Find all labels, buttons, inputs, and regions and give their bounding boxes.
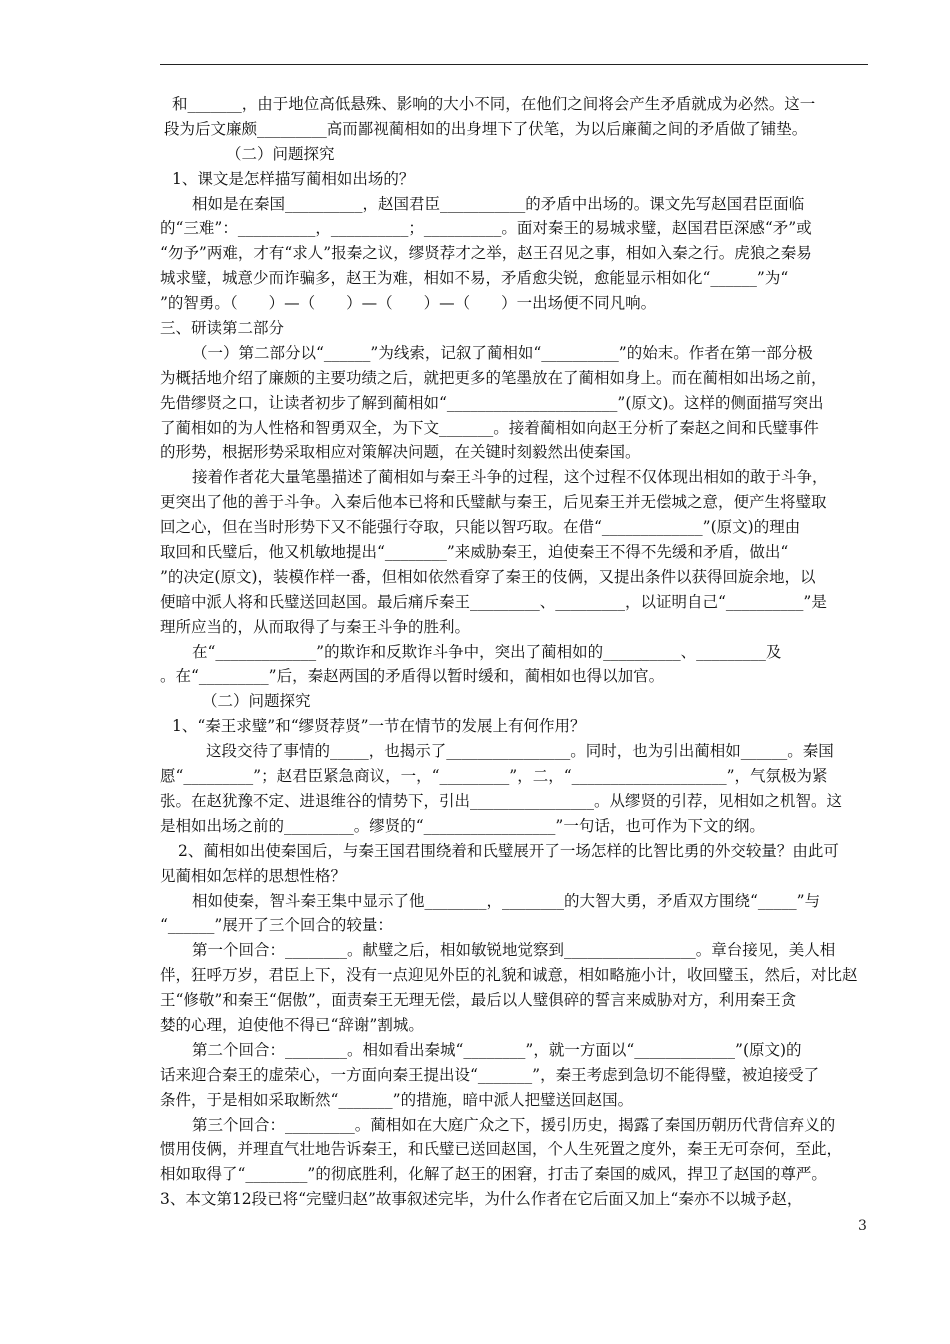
- question-heading: 见蔺相如怎样的思想性格？: [160, 866, 347, 885]
- question-heading: 1、课文是怎样描写蔺相如出场的？: [172, 169, 415, 188]
- text-line: 为概括地介绍了廉颇的主要功绩之后，就把更多的笔墨放在了蔺相如身上。而在蔺相如出场之前，: [160, 368, 827, 387]
- question-heading: 3、本文第12段已将“完璧归赵”故事叙述完毕，为什么作者在它后面又加上“秦亦不以城予赵，: [160, 1190, 803, 1209]
- text-line: 回之心，但在当时形势下又不能强行夺取，只能以智巧取。在借“_____________”(原文)的理由: [160, 518, 801, 537]
- section-heading: （二）问题探究: [202, 692, 311, 711]
- text-line: 的“三难”：__________，__________；__________。面对秦王的易城求璧，赵国君臣深感“矛”或: [160, 219, 812, 238]
- text-line: “勿予”两难，才有“求人”报秦之议，缪贤荐才之举，赵王召见之事，相如入秦之行。虎狼之秦易: [160, 244, 812, 263]
- text-line: ”的智勇。（ ）—（ ）—（ ）—（ ）一出场便不同凡响。: [160, 294, 657, 313]
- text-line: 更突出了他的善于斗争。入秦后他本已将和氏璧献与秦王，后见秦王并无偿城之意，便产生将璧取: [160, 493, 827, 512]
- text-line: 王“修敬”和秦王“倨傲”，面责秦王无理无偿，最后以人璧俱碎的誓言来威胁对方，利用秦王贪: [160, 991, 797, 1010]
- text-line: 愿“_________”；赵君臣紧急商议，一，“_________”，二，“____________________”，气氛极为紧: [160, 767, 828, 786]
- text-line: 先借缪贤之口，让读者初步了解到蔺相如“______________________”(原文)。这样的侧面描写突出: [160, 393, 824, 412]
- text-line: 的形势，根据形势采取相应对策解决问题，在关键时刻毅然出使秦国。: [160, 443, 641, 462]
- section-heading: 三、研读第二部分: [160, 319, 285, 338]
- question-heading: 1、“秦王求璧”和“缪贤荐贤”一节在情节的发展上有何作用？: [172, 717, 586, 736]
- text-line: 第三个回合：_________。蔺相如在大庭广众之下，援引历史，揭露了秦国历朝历代背信弃义的: [192, 1115, 836, 1134]
- text-line: 条件，于是相如采取断然“_______”的措施，暗中派人把璧送回赵国。: [160, 1090, 634, 1109]
- page-body: [160, 92, 872, 1212]
- text-line: 第二个回合：________。相如看出秦城“________”，就一方面以“_____________”(原文)的: [192, 1040, 802, 1059]
- page-number: 3: [858, 1218, 867, 1234]
- text-line: 在“_____________”的欺诈和反欺诈斗争中，突出了蔺相如的__________、_________及: [192, 642, 782, 661]
- text-line: 张。在赵犹豫不定、进退维谷的情势下，引出________________。从缪贤的引荐，见相如之机智。这: [160, 791, 843, 810]
- text-line: 这段交待了事情的_____，也揭示了________________。同时，也为引出蔺相如______。秦国: [206, 742, 834, 761]
- text-line: 相如使秦，智斗秦王集中显示了他________，________的大智大勇，矛盾双方围绕“_____”与: [192, 891, 821, 910]
- text-line: 接着作者花大量笔墨描述了蔺相如与秦王斗争的过程，这个过程不仅体现出相如的敢于斗争，: [192, 468, 828, 487]
- text-line: 婪的心理，迫使他不得已“辞谢”割城。: [160, 1015, 424, 1034]
- text-line: 和_______，由于地位高低悬殊、影响的大小不同，在他们之间将会产生矛盾就成为必然。这一: [172, 95, 816, 113]
- text-line: 便暗中派人将和氏璧送回赵国。最后痛斥秦王_________、_________，以证明自己“__________”是: [160, 592, 827, 611]
- text-line: ”的决定(原文)，装模作样一番，但相如依然看穿了秦王的伎俩，又提出条件以获得回旋余地，以: [160, 567, 816, 586]
- text-line: 段为后文廉颇_________高而鄙视蔺相如的出身埋下了伏笔，为以后廉蔺之间的矛盾做了铺垫。: [164, 119, 808, 138]
- text-line: 取回和氏璧后，他又机敏地提出“________”来威胁秦王，迫使秦王不得不先缓和矛盾，做出“: [160, 543, 789, 562]
- text-line: 了蔺相如的为人性格和智勇双全，为下文_______。接着蔺相如向赵王分析了秦赵之间和氏璧事件: [160, 418, 819, 437]
- text-line: 相如是在秦国__________，赵国君臣___________的矛盾中出场的。课文先写赵国君臣面临: [192, 194, 805, 213]
- text-line: 相如取得了“________”的彻底胜利，化解了赵王的困窘，打击了秦国的威风，捍卫了赵国的尊严。: [160, 1165, 827, 1184]
- text-line: 第一个回合：________。献璧之后，相如敏锐地觉察到_________________。章台接见，美人相: [192, 941, 836, 960]
- text-line: 。在“_________”后，秦赵两国的矛盾得以暂时缓和，蔺相如也得以加官。: [160, 667, 665, 686]
- text-line: 话来迎合秦王的虚荣心，一方面向秦王提出设“_______”，秦王考虑到急切不能得璧，被迫接受了: [160, 1065, 820, 1084]
- text-line: 理所应当的，从而取得了与秦王斗争的胜利。: [160, 617, 471, 636]
- header-rule: [160, 64, 868, 65]
- text-line: “______”展开了三个回合的较量：: [160, 916, 393, 935]
- text-line: 惯用伎俩，并理直气壮地告诉秦王，和氏璧已送回赵国，个人生死置之度外，秦王无可奈何，至此，: [160, 1140, 843, 1159]
- text-line: 城求璧，城意少而诈骗多，赵王为难，相如不易，矛盾愈尖锐，愈能显示相如化“______”为“: [160, 269, 789, 288]
- text-line: 是相如出场之前的_________。缪贤的“_________________”一句话，也可作为下文的纲。: [160, 816, 765, 835]
- question-heading: 2、蔺相如出使秦国后，与秦王国君围绕着和氏璧展开了一场怎样的比智比勇的外交较量？由此可: [178, 841, 839, 860]
- text-line: 伴，狂呼万岁，君臣上下，没有一点迎见外臣的礼貌和诚意，相如略施小计，收回璧玉，然后，对比赵: [160, 966, 858, 985]
- text-line: （一）第二部分以“______”为线索，记叙了蔺相如“__________”的始末。作者在第一部分极: [192, 343, 813, 362]
- section-heading: （二）问题探究: [226, 144, 335, 163]
